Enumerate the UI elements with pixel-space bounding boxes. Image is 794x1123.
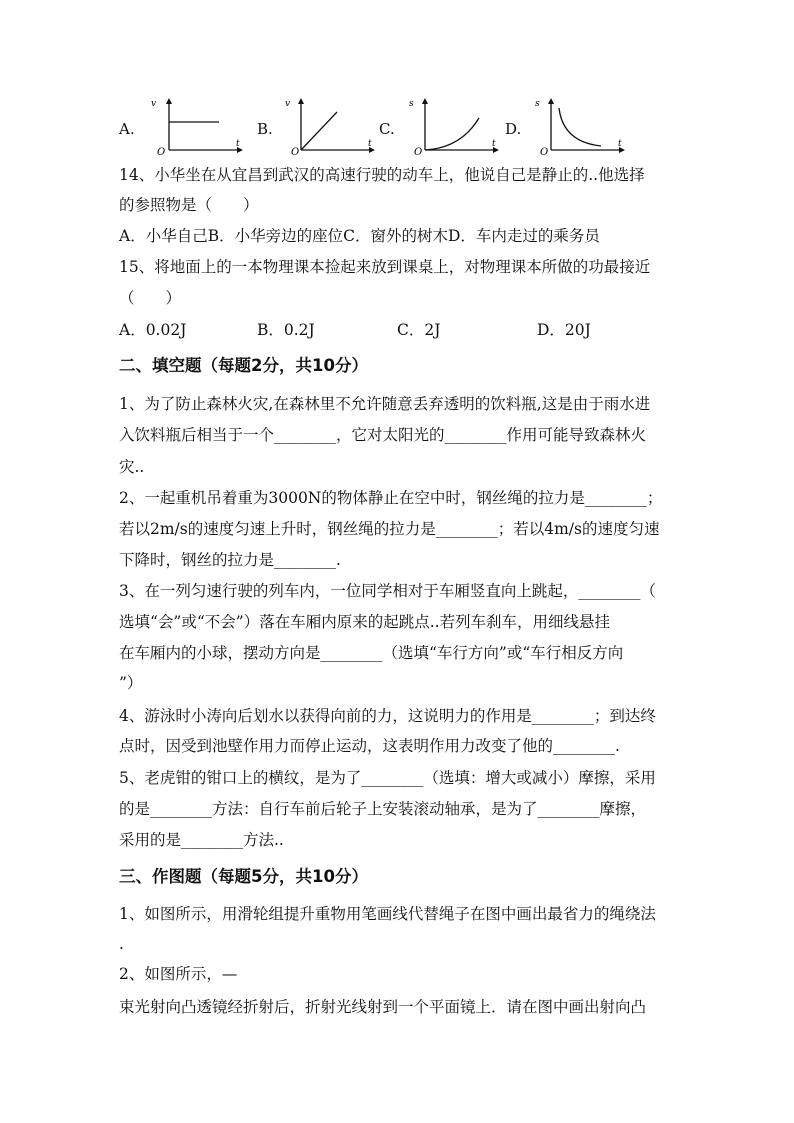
s2-line: 入饮料瓶后相当于一个________，它对太阳光的________作用可能导致森林火 xyxy=(119,426,647,444)
s2-line: 在车厢内的小球，摆动方向是________（选填“车行方向”或“车行相反方向 xyxy=(119,644,624,662)
s2-line: 选填“会”或“不会”）落在车厢内原来的起跳点..若列车刹车，用细线悬挂 xyxy=(119,613,611,631)
graph-d-y-label: s xyxy=(535,99,540,109)
s2-line: 2、一起重机吊着重为3000N的物体静止在空中时，钢丝绳的拉力是________； xyxy=(119,489,663,507)
q15-option-d: D．20J xyxy=(537,321,591,339)
graph-b-velocity-linear xyxy=(281,96,381,156)
graph-a-origin: O xyxy=(157,147,166,156)
q15-line-2: （ ） xyxy=(119,289,182,307)
q14-line-2: 的参照物是（ ） xyxy=(119,196,259,214)
graph-options-row xyxy=(119,96,639,158)
graph-d-displacement-curve-down xyxy=(529,96,629,156)
option-label-d: D. xyxy=(505,120,522,138)
s2-line: ”） xyxy=(119,674,143,692)
s2-line: 5、老虎钳的钳口上的横纹，是为了________（选填：增大或减小）摩擦，采用 xyxy=(119,769,656,787)
s2-line: 下降时，钢丝的拉力是________. xyxy=(119,551,341,569)
option-label-a: A. xyxy=(119,120,135,138)
graph-d-x-label: t xyxy=(618,139,622,149)
graph-a-x-label: t xyxy=(236,139,240,149)
section-2-heading: 二、填空题（每题2分，共10分） xyxy=(119,356,368,375)
s3-line: 2、如图所示，— xyxy=(119,965,238,983)
graph-b-y-label: v xyxy=(285,99,291,109)
s3-line: 1、如图所示，用滑轮组提升重物用笔画线代替绳子在图中画出最省力的绳绕法 xyxy=(119,905,656,923)
graph-c-origin: O xyxy=(414,147,423,156)
s2-line: 的是________方法：自行车前后轮子上安装滚动轴承，是为了________摩擦， xyxy=(119,800,647,818)
graph-d-origin: O xyxy=(540,147,549,156)
q15-options xyxy=(119,319,679,341)
section-3-heading: 三、作图题（每题5分，共10分） xyxy=(119,867,368,886)
s2-line: 1、为了防止森林火灾,在森林里不允许随意丢弃透明的饮料瓶,这是由于雨水进 xyxy=(119,395,651,413)
graph-a-y-label: v xyxy=(151,99,157,109)
graph-c-y-label: s xyxy=(409,99,414,109)
option-label-c: C. xyxy=(379,120,395,138)
s3-line: 束光射向凸透镜经折射后，折射光线射到一个平面镜上．请在图中画出射向凸 xyxy=(119,998,647,1016)
s2-line: 若以2m/s的速度匀速上升时，钢丝绳的拉力是________；若以4m/s的速度匀速 xyxy=(119,520,660,538)
s2-line: 4、游泳时小涛向后划水以获得向前的力，这说明力的作用是________；到达终 xyxy=(119,707,656,725)
q15-option-b: B．0.2J xyxy=(257,321,315,339)
s2-line: 3、在一列匀速行驶的列车内，一位同学相对于车厢竖直向上跳起，________（ xyxy=(119,582,656,600)
graph-a-velocity-constant xyxy=(145,96,245,156)
graph-c-displacement-curve-up xyxy=(403,96,503,156)
graph-b-origin: O xyxy=(291,147,300,156)
s3-line: . xyxy=(119,935,124,953)
q14-options: A．小华自己B．小华旁边的座位C．窗外的树木D．车内走过的乘务员 xyxy=(119,227,600,245)
q14-line-1: 14、小华坐在从宜昌到武汉的高速行驶的动车上，他说自己是静止的..他选择 xyxy=(119,166,645,184)
s2-line: 采用的是________方法.. xyxy=(119,831,284,849)
option-label-b: B. xyxy=(257,120,273,138)
s2-line: 点时，因受到池壁作用力而停止运动，这表明作用力改变了他的________. xyxy=(119,737,620,755)
q15-line-1: 15、将地面上的一本物理课本捡起来放到课桌上，对物理课本所做的功最接近 xyxy=(119,258,651,276)
s2-line: 灾.. xyxy=(119,458,145,476)
q15-option-a: A．0.02J xyxy=(119,321,187,339)
q15-option-c: C．2J xyxy=(397,321,441,339)
graph-c-x-label: t xyxy=(492,139,496,149)
graph-b-x-label: t xyxy=(368,139,372,149)
